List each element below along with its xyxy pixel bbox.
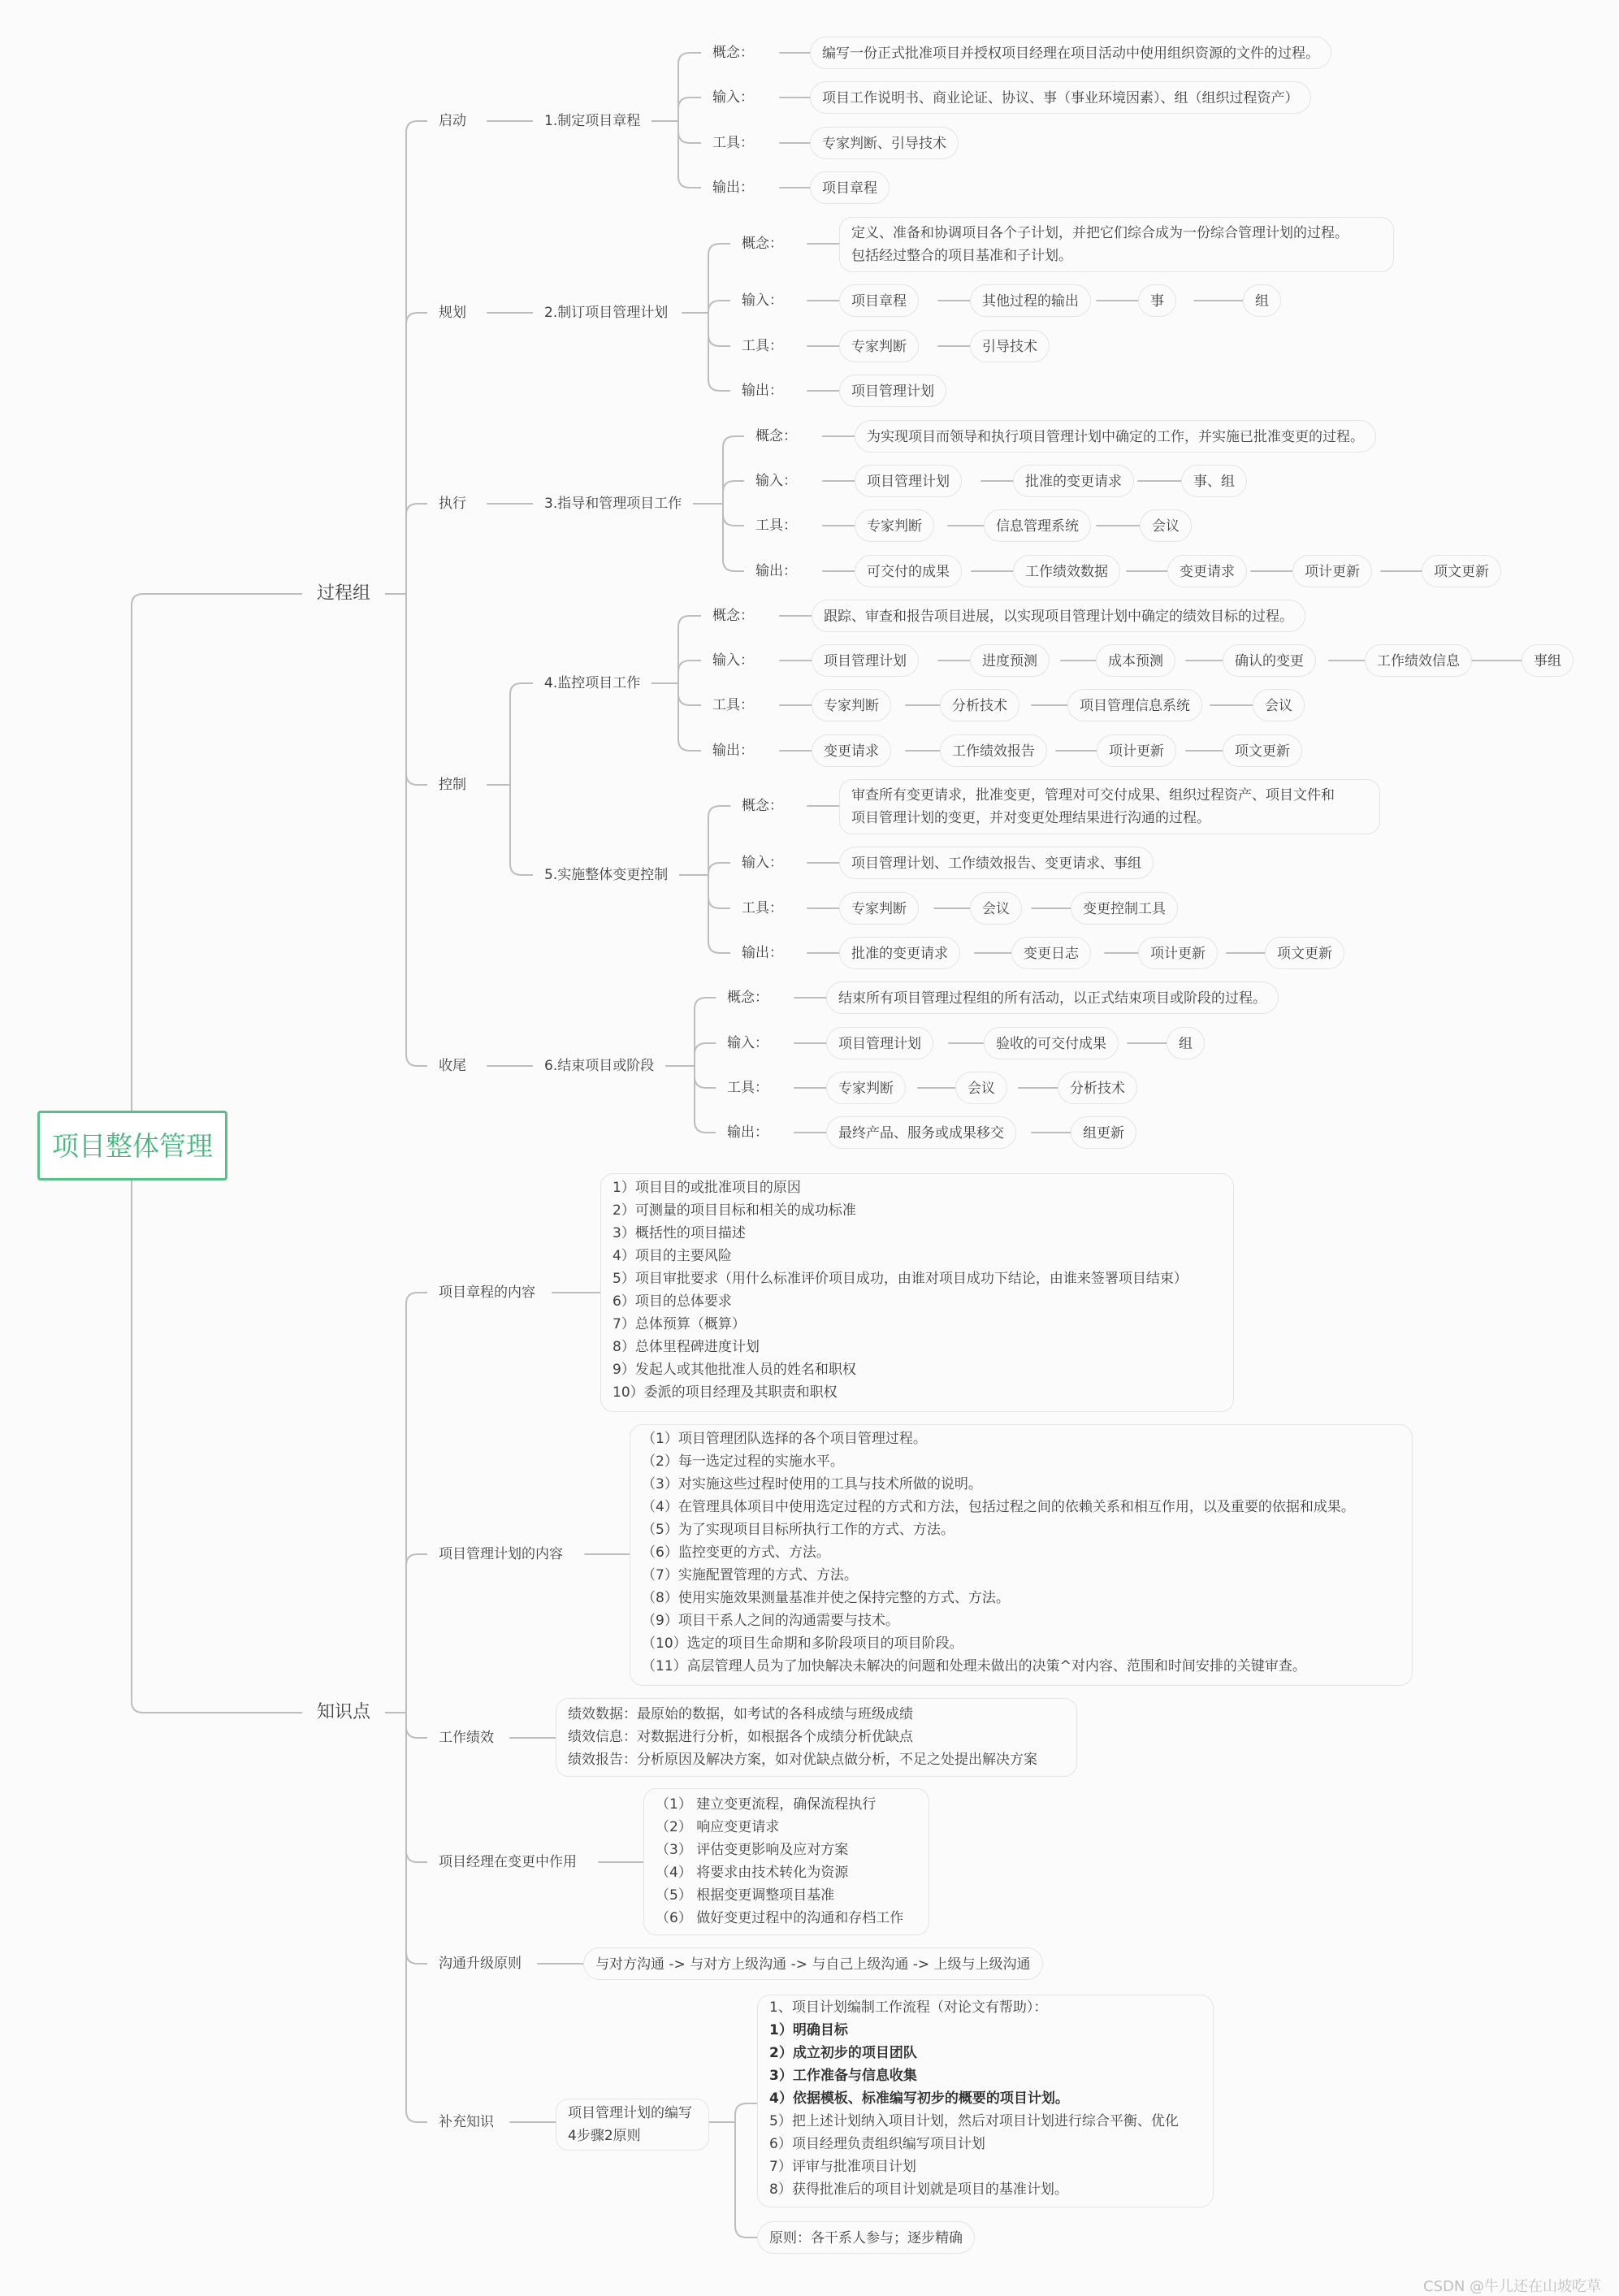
list-item: 6）项目的总体要求 <box>613 1293 732 1310</box>
list-item: 8）获得批准后的项目计划就是项目的基准计划。 <box>769 2181 1068 2198</box>
p5-output-1[interactable]: 变更日志 <box>1011 937 1091 969</box>
p4-concept-text[interactable]: 跟踪、审查和报告项目进展，以实现项目管理计划中确定的绩效目标的过程。 <box>812 600 1305 632</box>
phase-plan[interactable]: 规划 <box>427 297 478 329</box>
p3-output-label: 输出： <box>744 555 808 587</box>
list-item: 3）概括性的项目描述 <box>613 1225 746 1241</box>
kp-extra-steps[interactable] <box>757 1995 1214 2207</box>
connector <box>723 436 744 504</box>
p6-input-0[interactable]: 项目管理计划 <box>826 1027 933 1059</box>
p4-concept-label: 概念： <box>701 600 765 632</box>
kp-pmplan-title[interactable]: 项目管理计划的内容 <box>427 1538 574 1570</box>
connector <box>406 1713 427 2122</box>
p3-input-0[interactable]: 项目管理计划 <box>855 465 962 497</box>
connector <box>406 1713 427 1738</box>
connector <box>708 875 730 908</box>
connector <box>132 594 302 1111</box>
connector <box>708 313 730 346</box>
p2-concept-line: 包括经过整合的项目基准和子计划。 <box>851 248 1072 264</box>
p3-input-1[interactable]: 批准的变更请求 <box>1013 465 1134 497</box>
p5-tool-2[interactable]: 变更控制工具 <box>1071 892 1178 925</box>
p4-tool-0[interactable]: 专家判断 <box>812 689 891 721</box>
sub-line: 项目管理计划的编写 <box>568 2105 692 2121</box>
p6-tool-0[interactable]: 专家判断 <box>826 1072 906 1104</box>
p3-input-2[interactable]: 事、组 <box>1181 465 1247 497</box>
kp-pmplan-box[interactable] <box>630 1424 1413 1686</box>
kp-charter-box[interactable] <box>600 1173 1234 1412</box>
list-item: 1、项目计划编制工作流程（对论文有帮助）： <box>769 1999 1048 2016</box>
p2-input-1[interactable]: 其他过程的输出 <box>970 284 1091 317</box>
root-topic[interactable]: 项目整体管理 <box>37 1111 227 1180</box>
list-item: 7）评审与批准项目计划 <box>769 2159 916 2175</box>
p1-concept-label: 概念： <box>701 37 765 69</box>
list-item: （1）项目管理团队选择的各个项目管理过程。 <box>642 1431 927 1447</box>
connector <box>406 1713 427 1964</box>
p4-tool-label: 工具： <box>701 689 765 721</box>
p3-output-0[interactable]: 可交付的成果 <box>855 555 962 587</box>
watermark: CSDN @牛儿还在山坡吃草 <box>1423 2278 1602 2295</box>
connector <box>406 1554 427 1713</box>
p6-tool-label: 工具： <box>716 1072 780 1104</box>
process-6[interactable]: 6.结束项目或阶段 <box>533 1050 665 1082</box>
p2-output-0[interactable]: 项目管理计划 <box>839 375 946 407</box>
p4-output-0[interactable]: 变更请求 <box>812 734 891 767</box>
p4-tool-1[interactable]: 分析技术 <box>940 689 1019 721</box>
p2-concept-line: 定义、准备和协调项目各个子计划，并把它们综合成为一份综合管理计划的过程。 <box>851 225 1348 241</box>
p4-input-4[interactable]: 工作绩效信息 <box>1365 644 1472 677</box>
connector <box>723 504 744 571</box>
p2-input-2[interactable]: 事 <box>1138 284 1176 317</box>
list-item: 7）总体预算（概算） <box>613 1316 746 1332</box>
p5-tool-0[interactable]: 专家判断 <box>839 892 919 925</box>
p5-concept-label: 概念： <box>730 790 794 822</box>
p1-input-0[interactable]: 项目工作说明书、商业论证、协议、事（事业环境因素）、组（组织过程资产） <box>810 81 1311 114</box>
p1-tool-0[interactable]: 专家判断、引导技术 <box>810 127 959 159</box>
list-item: （3） 评估变更影响及应对方案 <box>656 1842 849 1858</box>
group-knowledge[interactable]: 知识点 <box>302 1692 385 1733</box>
p4-output-1[interactable]: 工作绩效报告 <box>940 734 1047 767</box>
kp-escalation-text[interactable]: 与对方沟通 -> 与对方上级沟通 -> 与自己上级沟通 -> 上级与上级沟通 <box>583 1947 1043 1980</box>
process-2[interactable]: 2.制订项目管理计划 <box>533 297 679 329</box>
connector <box>723 481 744 504</box>
list-item: （4） 将要求由技术转化为资源 <box>656 1865 849 1881</box>
p3-input-label: 输入： <box>744 465 808 497</box>
p5-output-label: 输出： <box>730 937 794 969</box>
phase-exec[interactable]: 执行 <box>427 487 478 520</box>
p1-concept-text[interactable]: 编写一份正式批准项目并授权项目经理在项目活动中使用组织资源的文件的过程。 <box>810 37 1331 69</box>
list-item: 4）依据模板、标准编写初步的概要的项目计划。 <box>769 2090 1069 2107</box>
list-item: （6）监控变更的方式、方法。 <box>642 1544 830 1561</box>
p1-output-0[interactable]: 项目章程 <box>810 171 890 204</box>
connector <box>510 785 533 875</box>
p6-output-0[interactable]: 最终产品、服务或成果移交 <box>826 1116 1016 1149</box>
list-item: 2）成立初步的项目团队 <box>769 2045 917 2061</box>
p6-concept-text[interactable]: 结束所有项目管理过程组的所有活动，以正式结束项目或阶段的过程。 <box>826 981 1279 1014</box>
kp-perf-box[interactable] <box>556 1698 1077 1777</box>
p6-tool-2[interactable]: 分析技术 <box>1058 1072 1137 1104</box>
process-1[interactable]: 1.制定项目章程 <box>533 105 651 137</box>
p4-tool-3[interactable]: 会议 <box>1253 689 1305 721</box>
p2-tool-0[interactable]: 专家判断 <box>839 330 919 362</box>
group-process[interactable]: 过程组 <box>302 574 385 614</box>
connector <box>708 301 730 313</box>
list-item: 绩效报告：分析原因及解决方案，如对优缺点做分析，不足之处提出解决方案 <box>568 1752 1037 1768</box>
p4-input-1[interactable]: 进度预测 <box>970 644 1050 677</box>
kp-pmrole-title[interactable]: 项目经理在变更中作用 <box>427 1846 588 1878</box>
list-item: 5）项目审批要求（用什么标准评价项目成功，由谁对项目成功下结论，由谁来签署项目结束） <box>613 1271 1188 1287</box>
p5-concept-line: 项目管理计划的变更，并对变更处理结果进行沟通的过程。 <box>851 810 1210 826</box>
p1-tool-label: 工具： <box>701 127 765 159</box>
p6-output-label: 输出： <box>716 1116 780 1149</box>
list-item: 绩效数据：最原始的数据，如考试的各科成绩与班级成绩 <box>568 1706 913 1722</box>
p2-concept-label: 概念： <box>730 227 794 260</box>
p6-concept-label: 概念： <box>716 981 780 1014</box>
list-item: 绩效信息：对数据进行分析，如根据各个成绩分析优缺点 <box>568 1729 913 1745</box>
p5-tool-label: 工具： <box>730 892 794 925</box>
p3-tool-0[interactable]: 专家判断 <box>855 509 934 542</box>
p6-input-label: 输入： <box>716 1027 780 1059</box>
list-item: （3）对实施这些过程时使用的工具与技术所做的说明。 <box>642 1476 982 1492</box>
connector <box>723 504 744 526</box>
p6-tool-1[interactable]: 会议 <box>955 1072 1007 1104</box>
p4-output-2[interactable]: 项计更新 <box>1097 734 1176 767</box>
process-5[interactable]: 5.实施整体变更控制 <box>533 859 679 891</box>
process-3[interactable]: 3.指导和管理项目工作 <box>533 487 693 520</box>
connector <box>735 2122 757 2238</box>
connector <box>695 998 716 1066</box>
list-item: （6） 做好变更过程中的沟通和存档工作 <box>656 1910 904 1926</box>
connector <box>406 594 427 785</box>
list-item: 4）项目的主要风险 <box>613 1248 732 1264</box>
p2-tool-1[interactable]: 引导技术 <box>970 330 1050 362</box>
list-item: （7）实施配置管理的方式、方法。 <box>642 1567 858 1583</box>
list-item: 8）总体里程碑进度计划 <box>613 1339 760 1355</box>
list-item: （10）选定的项目生命期和多阶段项目的项目阶段。 <box>642 1635 963 1652</box>
list-item: 6）项目经理负责组织编写项目计划 <box>769 2136 985 2152</box>
connector <box>678 121 701 143</box>
connector <box>708 313 730 391</box>
list-item: （1） 建立变更流程，确保流程执行 <box>656 1796 877 1813</box>
connector <box>678 683 701 751</box>
p1-input-label: 输入： <box>701 81 765 114</box>
p4-input-5[interactable]: 事组 <box>1522 644 1574 677</box>
connector <box>695 1066 716 1088</box>
connector <box>735 2103 757 2122</box>
kp-extra-principle[interactable]: 原则：各干系人参与；逐步精确 <box>757 2221 975 2254</box>
p5-output-2[interactable]: 项计更新 <box>1138 937 1218 969</box>
list-item: （2） 响应变更请求 <box>656 1819 780 1835</box>
list-item: 3）工作准备与信息收集 <box>769 2068 917 2084</box>
kp-charter-title[interactable]: 项目章程的内容 <box>427 1276 547 1309</box>
sub-line: 4步骤2原则 <box>568 2128 641 2144</box>
p4-tool-2[interactable]: 项目管理信息系统 <box>1067 689 1202 721</box>
list-item: （11）高层管理人员为了加快解决未解决的问题和处理未做出的决策^对内容、范围和时间安排的关键审查。 <box>642 1658 1306 1674</box>
p4-input-label: 输入： <box>701 644 765 677</box>
p4-output-3[interactable]: 项文更新 <box>1223 734 1302 767</box>
list-item: （5） 根据变更调整项目基准 <box>656 1887 835 1904</box>
list-item: 5）把上述计划纳入项目计划，然后对项目计划进行综合平衡、优化 <box>769 2113 1179 2129</box>
phase-close[interactable]: 收尾 <box>427 1050 478 1082</box>
list-item: （8）使用实施效果测量基准并使之保持完整的方式、方法。 <box>642 1590 1010 1606</box>
connector <box>406 594 427 1066</box>
p5-concept-line: 审查所有变更请求，批准变更，管理对可交付成果、组织过程资产、项目文件和 <box>851 787 1335 804</box>
list-item: （5）为了实现项目目标所执行工作的方式、方法。 <box>642 1522 955 1538</box>
p3-tool-2[interactable]: 会议 <box>1140 509 1192 542</box>
p2-concept-text[interactable] <box>839 217 1394 272</box>
p4-input-0[interactable]: 项目管理计划 <box>812 644 919 677</box>
connector <box>695 1066 716 1133</box>
list-item: （4）在管理具体项目中使用选定过程的方式和方法，包括过程之间的依赖关系和相互作用，以及重要的依据和成果。 <box>642 1499 1355 1515</box>
kp-perf-title[interactable]: 工作绩效 <box>427 1722 505 1754</box>
p5-output-0[interactable]: 批准的变更请求 <box>839 937 960 969</box>
list-item: 2）可测量的项目目标和相关的成功标准 <box>613 1202 856 1219</box>
connector <box>678 683 701 705</box>
list-item: 10）委派的项目经理及其职责和职权 <box>613 1384 838 1401</box>
connector <box>695 1043 716 1066</box>
p3-output-4[interactable]: 项文更新 <box>1422 555 1501 587</box>
list-item: （2）每一选定过程的实施水平。 <box>642 1453 844 1470</box>
connector <box>708 863 730 875</box>
connector <box>678 97 701 121</box>
p3-tool-1[interactable]: 信息管理系统 <box>984 509 1091 542</box>
kp-escalation-title[interactable]: 沟通升级原则 <box>427 1947 533 1980</box>
p2-input-3[interactable]: 组 <box>1243 284 1281 317</box>
connector <box>406 1293 427 1713</box>
p6-input-1[interactable]: 验收的可交付成果 <box>984 1027 1119 1059</box>
p5-output-3[interactable]: 项文更新 <box>1265 937 1344 969</box>
p5-concept-text[interactable] <box>839 779 1380 834</box>
connector <box>678 616 701 683</box>
p3-output-3[interactable]: 项计更新 <box>1292 555 1372 587</box>
p3-concept-label: 概念： <box>744 420 808 453</box>
p2-input-label: 输入： <box>730 284 794 317</box>
p4-input-3[interactable]: 确认的变更 <box>1223 644 1316 677</box>
p4-output-label: 输出： <box>701 734 765 767</box>
process-4[interactable]: 4.监控项目工作 <box>533 667 651 700</box>
kp-extra-title[interactable]: 补充知识 <box>427 2106 505 2138</box>
p4-input-2[interactable]: 成本预测 <box>1096 644 1175 677</box>
connector <box>678 53 701 121</box>
p2-input-0[interactable]: 项目章程 <box>839 284 919 317</box>
connector <box>510 683 533 785</box>
connector <box>406 504 427 594</box>
phase-start[interactable]: 启动 <box>427 105 478 137</box>
list-item: （9）项目干系人之间的沟通需要与技术。 <box>642 1613 899 1629</box>
p1-output-label: 输出： <box>701 171 765 204</box>
p6-output-1[interactable]: 组更新 <box>1071 1116 1136 1149</box>
p3-tool-label: 工具： <box>744 509 808 542</box>
p5-input-0[interactable]: 项目管理计划、工作绩效报告、变更请求、事组 <box>839 847 1154 879</box>
connector <box>132 1111 302 1713</box>
p3-output-1[interactable]: 工作绩效数据 <box>1013 555 1120 587</box>
p2-output-label: 输出： <box>730 375 794 407</box>
list-item: 9）发起人或其他批准人员的姓名和职权 <box>613 1362 856 1378</box>
p2-tool-label: 工具： <box>730 330 794 362</box>
connector <box>678 121 701 188</box>
kp-extra-sub[interactable] <box>556 2099 709 2151</box>
connector <box>406 121 427 594</box>
kp-pmrole-box[interactable] <box>643 1788 929 1935</box>
p5-input-label: 输入： <box>730 847 794 879</box>
p3-concept-text[interactable]: 为实现项目而领导和执行项目管理计划中确定的工作，并实施已批准变更的过程。 <box>855 420 1376 453</box>
p5-tool-1[interactable]: 会议 <box>970 892 1022 925</box>
p3-output-2[interactable]: 变更请求 <box>1167 555 1247 587</box>
list-item: 1）明确目标 <box>769 2022 848 2038</box>
connector <box>708 875 730 953</box>
connector <box>406 313 427 594</box>
p6-input-2[interactable]: 组 <box>1167 1027 1205 1059</box>
connector <box>678 661 701 683</box>
list-item: 1）项目目的或批准项目的原因 <box>613 1180 801 1196</box>
phase-control[interactable]: 控制 <box>427 769 478 801</box>
